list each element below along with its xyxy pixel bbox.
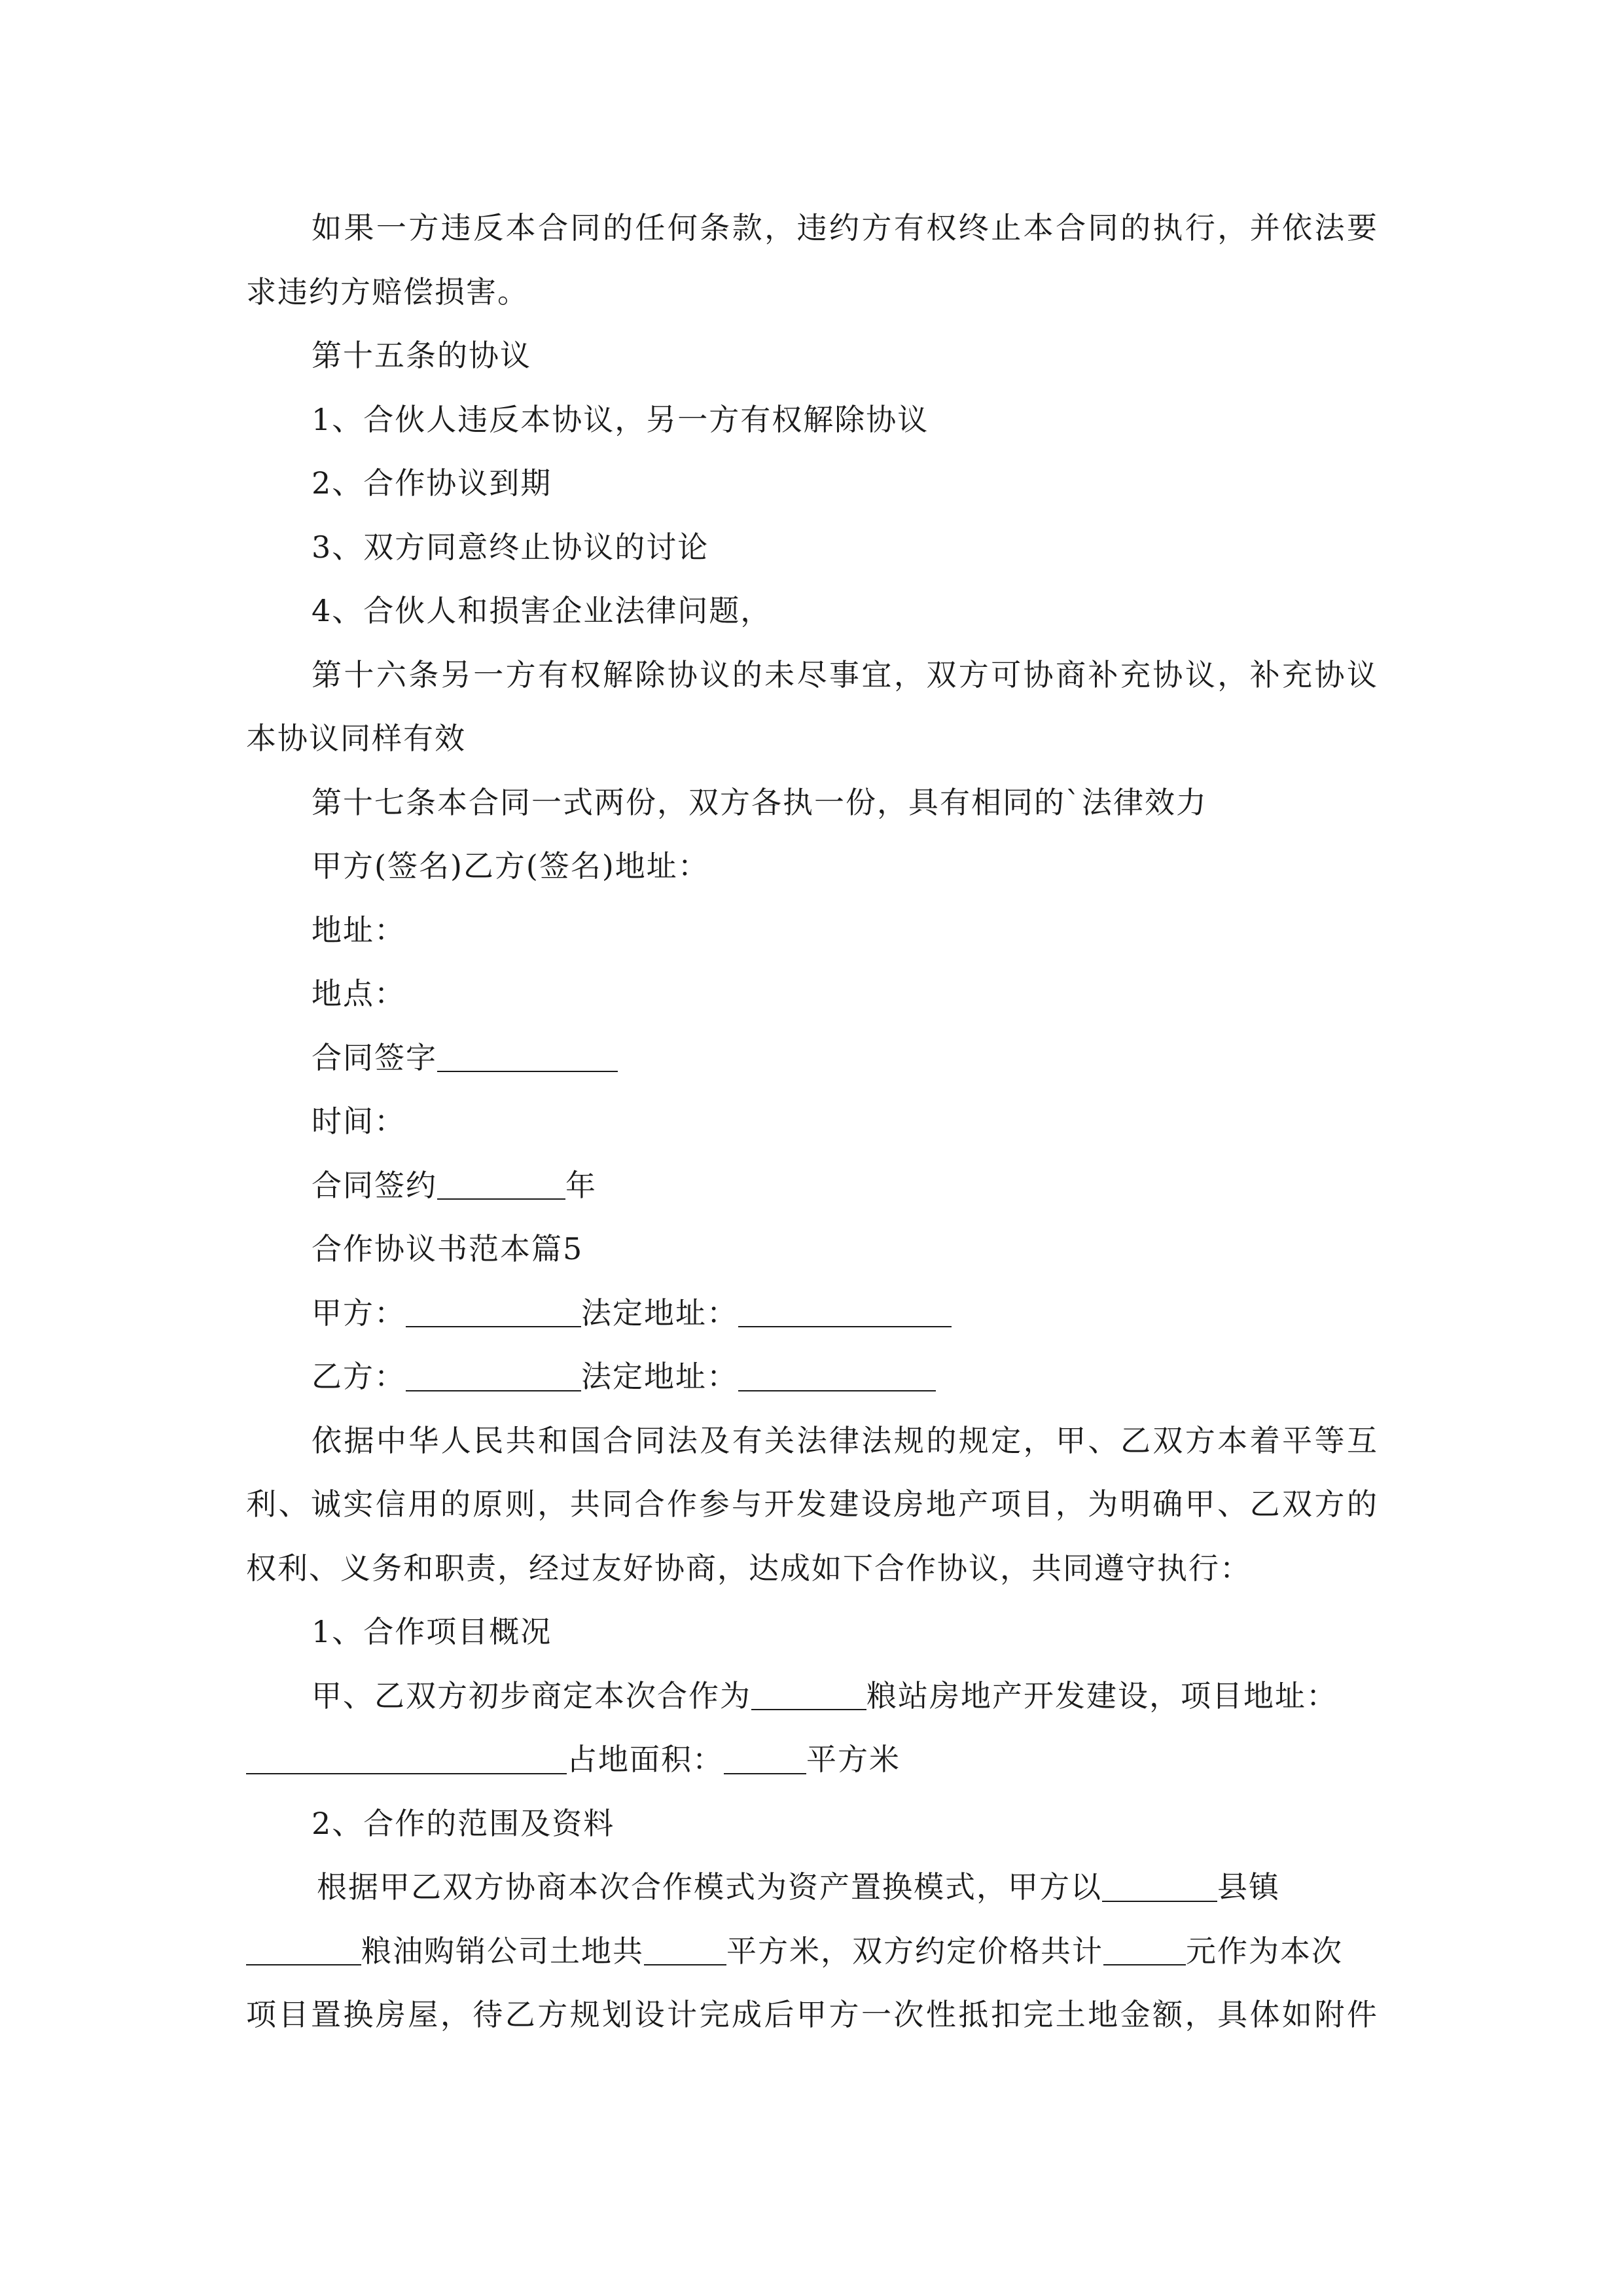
paragraph-line: 第十六条另一方有权解除协议的未尽事宜，双方可协商补充协议，补充协议 <box>312 656 1378 692</box>
paragraph-line: 利、诚实信用的原则，共同合作参与开发建设房地产项目，为明确甲、乙双方的 <box>246 1486 1378 1522</box>
project-name-blank[interactable] <box>751 1679 866 1710</box>
paragraph-line: 本协议同样有效 <box>246 721 466 756</box>
list-item: 3、双方同意终止协议的讨论 <box>312 529 709 565</box>
party-a-address-blank[interactable] <box>738 1296 952 1327</box>
year-label: 年 <box>565 1167 597 1203</box>
area-line <box>246 1728 1378 1792</box>
price-text: 平方米，双方约定价格共计 <box>726 1933 1103 1969</box>
scope-line <box>246 1856 1378 1920</box>
project-line <box>246 1664 1378 1729</box>
paragraph-line: 第十七条本合同一式两份，双方各执一份，具有相同的`法律效力 <box>312 784 1207 820</box>
paragraph-line: 项目置换房屋，待乙方规划设计完成后甲方一次性抵扣完土地金额，具体如附件 <box>246 1997 1378 2032</box>
area-label: 占地面积： <box>567 1742 724 1777</box>
party-b-name-blank[interactable] <box>406 1360 581 1391</box>
list-item: 1、合伙人违反本协议，另一方有权解除协议 <box>312 401 929 437</box>
list-item: 2、合作协议到期 <box>312 465 552 501</box>
document-body <box>246 196 1378 2047</box>
location-line: 地点： <box>312 976 406 1011</box>
party-b-address-label: 法定地址： <box>581 1359 738 1394</box>
party-a-address-label: 法定地址： <box>581 1295 738 1331</box>
time-line: 时间： <box>312 1103 406 1139</box>
paragraph-line: 依据中华人民共和国合同法及有关法律法规的规定，甲、乙双方本着平等互 <box>312 1422 1378 1458</box>
party-b-line <box>246 1345 1378 1409</box>
list-item: 2、合作的范围及资料 <box>312 1805 615 1841</box>
area-unit: 平方米 <box>806 1742 901 1777</box>
project-address-label: 粮站房地产开发建设，项目地址： <box>866 1677 1338 1713</box>
party-b-label: 乙方： <box>312 1359 406 1394</box>
contract-year-blank[interactable] <box>437 1168 565 1200</box>
contract-sign-blank[interactable] <box>437 1041 618 1072</box>
contract-date-label: 合同签约 <box>312 1167 437 1203</box>
county-blank[interactable] <box>1102 1871 1217 1902</box>
land-line <box>246 1920 1378 1984</box>
contract-sign-label: 合同签字 <box>312 1039 437 1075</box>
area-blank[interactable] <box>724 1743 806 1774</box>
land-text: 粮油购销公司土地共 <box>361 1933 644 1969</box>
list-item: 1、合作项目概况 <box>312 1614 552 1649</box>
company-blank[interactable] <box>246 1934 361 1965</box>
contract-date-line <box>246 1154 1378 1218</box>
land-area-blank[interactable] <box>644 1934 726 1965</box>
paragraph-line: 如果一方违反本合同的任何条款，违约方有权终止本合同的执行，并依法要 <box>312 210 1378 245</box>
party-a-line <box>246 1282 1378 1346</box>
county-label: 县镇 <box>1217 1869 1280 1905</box>
paragraph-line: 权利、义务和职责，经过友好协商，达成如下合作协议，共同遵守执行： <box>246 1550 1251 1586</box>
contract-sign-line <box>246 1026 1378 1090</box>
party-a-label: 甲方： <box>312 1295 406 1331</box>
list-item: 4、合伙人和损害企业法律问题， <box>312 593 772 628</box>
article-heading: 第十五条的协议 <box>312 338 531 373</box>
price-blank[interactable] <box>1103 1934 1186 1965</box>
paragraph-line: 求违约方赔偿损害。 <box>246 274 529 310</box>
signature-line: 甲方(签名)乙方(签名)地址： <box>312 848 709 884</box>
project-address-blank[interactable] <box>246 1743 567 1774</box>
party-a-name-blank[interactable] <box>406 1296 581 1327</box>
price-suffix: 元作为本次 <box>1186 1933 1343 1969</box>
scope-text: 根据甲乙双方协商本次合作模式为资产置换模式，甲方以 <box>317 1869 1102 1905</box>
party-b-address-blank[interactable] <box>738 1360 936 1391</box>
address-line: 地址： <box>312 912 406 948</box>
section-title: 合作协议书范本篇5 <box>312 1231 584 1266</box>
project-label: 甲、乙双方初步商定本次合作为 <box>312 1677 751 1713</box>
